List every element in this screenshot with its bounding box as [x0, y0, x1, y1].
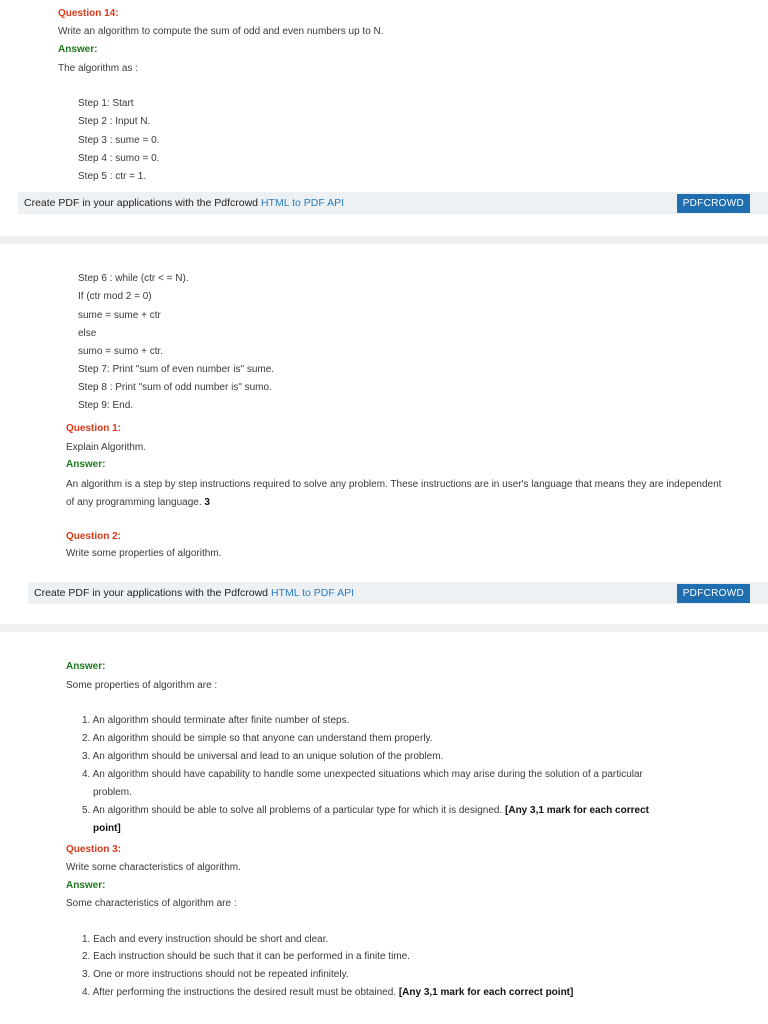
step-line: Step 4 : sumo = 0. — [78, 153, 160, 164]
html-to-pdf-link[interactable]: HTML to PDF API — [260, 197, 344, 209]
question-2-prompt: Write some properties of algorithm. — [66, 548, 222, 559]
step-line: If (ctr mod 2 = 0) — [78, 291, 152, 302]
step-line: Step 9: End. — [78, 400, 134, 411]
page-section-3 — [0, 632, 768, 1024]
pdfcrowd-banner — [28, 582, 768, 604]
step-line: sume = sume + ctr — [78, 310, 161, 321]
list-item-text: 4. After performing the instructions the desired result must be obtained. — [82, 987, 397, 998]
question-1-title: Question 1: — [66, 423, 122, 434]
step-line: Step 6 : while (ctr < = N). — [78, 273, 189, 284]
marks-note: [Any 3,1 mark for each correct point] — [398, 987, 574, 998]
question-1-answer-label: Answer: — [66, 459, 106, 470]
pdfcrowd-banner — [18, 192, 768, 214]
question-14-intro: The algorithm as : — [58, 63, 139, 74]
question-3-intro: Some characteristics of algorithm are : — [66, 898, 237, 909]
pdfcrowd-button[interactable]: PDFCROWD — [677, 584, 750, 603]
step-line: Step 1: Start — [78, 98, 134, 109]
step-line: Step 8 : Print "sum of odd number is" sumo. — [78, 382, 272, 393]
question-2-title: Question 2: — [66, 531, 122, 542]
question-2-intro: Some properties of algorithm are : — [66, 680, 218, 691]
question-3-prompt: Write some characteristics of algorithm. — [66, 862, 241, 873]
list-item-text: 5. An algorithm should be able to solve all problems of a particular type for which it is designed. — [82, 805, 503, 816]
banner-text: Create PDF in your applications with the Pdfcrowd — [34, 587, 271, 599]
html-to-pdf-link[interactable]: HTML to PDF API — [270, 587, 354, 599]
list-item: problem. — [93, 787, 132, 798]
question-3-title: Question 3: — [66, 844, 122, 855]
marks-note: point] — [93, 823, 121, 834]
step-line: Step 7: Print "sum of even number is" sume. — [78, 364, 275, 375]
question-1-prompt: Explain Algorithm. — [66, 442, 147, 453]
question-14-answer-label: Answer: — [58, 44, 98, 55]
question-1-answer — [66, 476, 726, 512]
list-item: 1. Each and every instruction should be short and clear. — [82, 934, 329, 945]
question-3-answer-label: Answer: — [66, 880, 106, 891]
marks-note: [Any 3,1 mark for each correct — [505, 805, 649, 816]
step-line: Step 2 : Input N. — [78, 116, 151, 127]
list-item — [82, 804, 649, 818]
step-line: else — [78, 328, 97, 339]
step-line: Step 3 : sume = 0. — [78, 135, 160, 146]
list-item: 1. An algorithm should terminate after finite number of steps. — [82, 715, 350, 726]
step-line: sumo = sumo + ctr. — [78, 346, 164, 357]
list-item: 3. An algorithm should be universal and lead to an unique solution of the problem. — [82, 751, 444, 762]
banner-text: Create PDF in your applications with the Pdfcrowd — [24, 197, 261, 209]
question-14-prompt: Write an algorithm to compute the sum of odd and even numbers up to N. — [58, 26, 384, 37]
step-line: Step 5 : ctr = 1. — [78, 171, 147, 182]
list-item: 4. An algorithm should have capability to handle some unexpected situations which may arise during the solution of a particular — [82, 769, 643, 780]
marks: 3 — [204, 497, 210, 508]
page-gap — [0, 624, 768, 632]
page-section-2 — [0, 244, 768, 624]
answer-text: An algorithm is a step by step instructions required to solve any problem. These instructions are in user's language that means they are independent of any programming language. — [66, 479, 722, 508]
question-2-answer-label: Answer: — [66, 661, 106, 672]
list-item: 2. Each instruction should be such that it can be performed in a finite time. — [82, 951, 410, 962]
page-section-1 — [0, 0, 768, 236]
page-gap — [0, 236, 768, 244]
pdfcrowd-button[interactable]: PDFCROWD — [677, 194, 750, 213]
question-14-title: Question 14: — [58, 8, 119, 19]
list-item: 3. One or more instructions should not be repeated infinitely. — [82, 969, 349, 980]
list-item — [82, 986, 573, 1000]
list-item: 2. An algorithm should be simple so that anyone can understand them properly. — [82, 733, 433, 744]
